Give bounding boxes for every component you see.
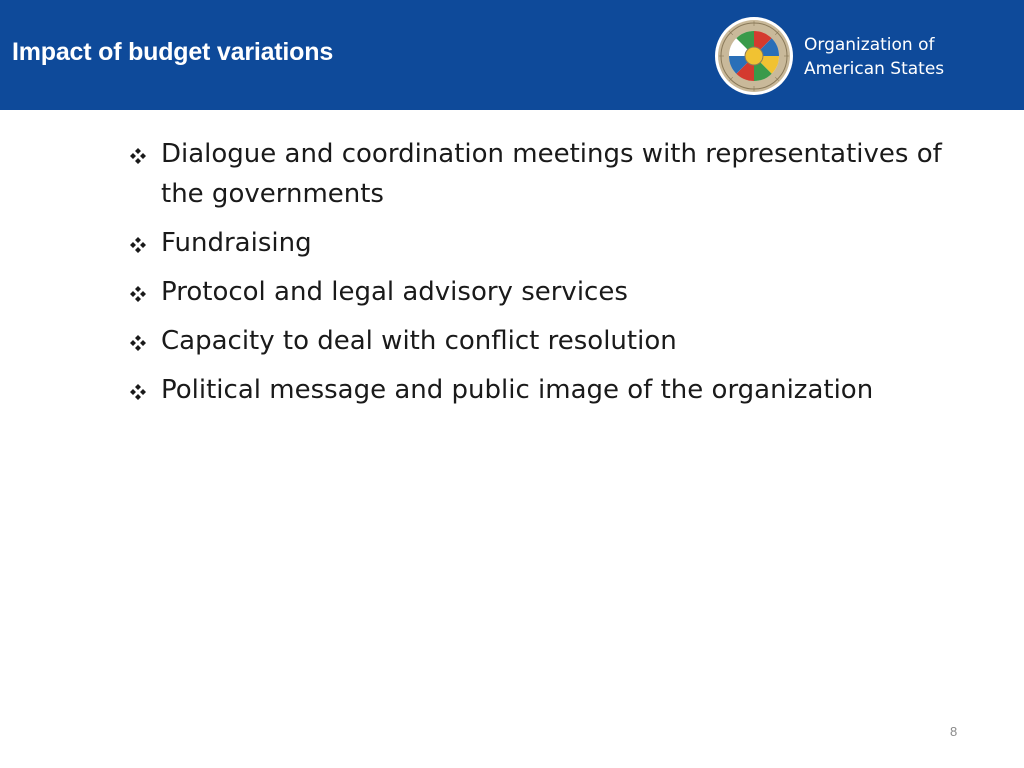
bullet-item: [128, 370, 978, 410]
header-bar: [0, 0, 1024, 110]
organization-name-line-1: Organization of: [804, 35, 935, 55]
organization-name-line-2: American States: [804, 59, 945, 79]
bullet-item: [128, 272, 978, 312]
bullet-text: Political message and public image of the organization: [161, 375, 874, 405]
organization-name: [804, 33, 944, 81]
four-diamond-bullet-icon: [130, 237, 146, 253]
bullet-item: [128, 134, 978, 214]
bullet-list: [128, 134, 978, 419]
bullet-item: [128, 321, 978, 361]
bullet-item: [128, 223, 978, 263]
four-diamond-bullet-icon: [130, 286, 146, 302]
slide-title: Impact of budget variations: [12, 38, 334, 66]
bullet-text: Fundraising: [161, 228, 312, 258]
four-diamond-bullet-icon: [130, 335, 146, 351]
page-number: 8: [950, 724, 958, 739]
four-diamond-bullet-icon: [130, 384, 146, 400]
bullet-text: Capacity to deal with conflict resolution: [161, 326, 677, 356]
bullet-text: Protocol and legal advisory services: [161, 277, 628, 307]
four-diamond-bullet-icon: [130, 148, 146, 164]
bullet-text: Dialogue and coordination meetings with representatives of the governments: [161, 139, 942, 209]
oas-seal-icon: [714, 16, 794, 96]
